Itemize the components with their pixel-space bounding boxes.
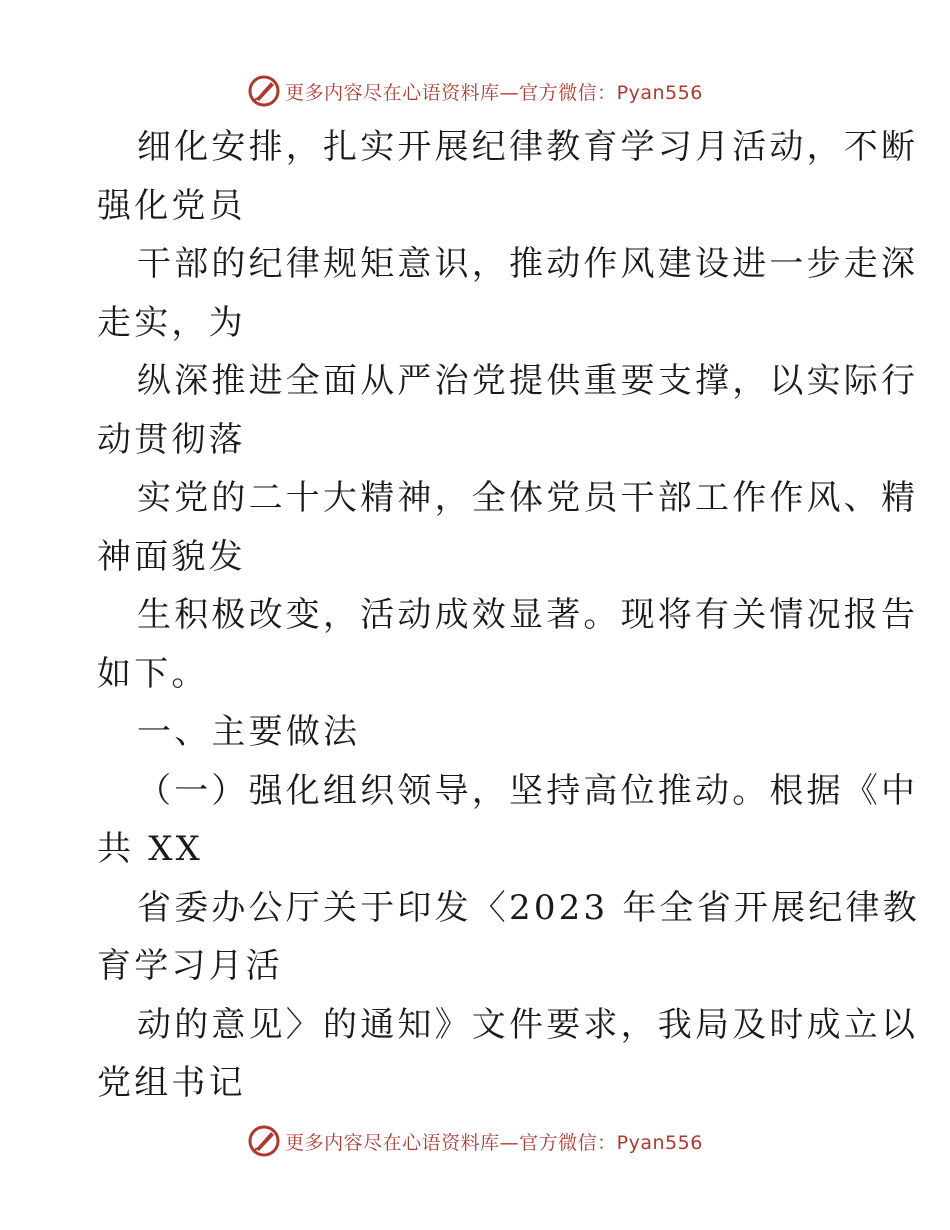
- text-line: （一）强化组织领导，坚持高位推动。根据《中: [137, 770, 919, 811]
- text-line: 如下。: [97, 653, 209, 694]
- text-line: 强化党员: [97, 185, 246, 226]
- watermark-text: 更多内容尽在心语资料库—官方微信：Pyan556: [285, 81, 703, 104]
- text-line: 走实，为: [97, 302, 246, 343]
- text-line: 神面貌发: [97, 536, 246, 577]
- text-line: 育学习月活: [97, 946, 283, 986]
- text-line: 纵深推进全面从严治党提供重要支撑，以实际行: [137, 361, 919, 401]
- quill-logo-icon: [247, 1124, 281, 1158]
- watermark-footer: [0, 1121, 950, 1161]
- text-line: 省委办公厅关于印发〈2023 年全省开展纪律教: [137, 887, 920, 928]
- watermark-header: [0, 71, 950, 111]
- text-line: 动的意见〉的通知》文件要求，我局及时成立以: [137, 1004, 919, 1045]
- section-heading: 一、主要做法: [137, 712, 361, 752]
- text-line: 细化安排，扎实开展纪律教育学习月活动，不断: [137, 127, 919, 167]
- text-line: 干部的纪律规矩意识，推动作风建设进一步走深: [137, 244, 919, 284]
- document-body: [97, 118, 920, 1113]
- text-line: 共 XX: [97, 829, 204, 869]
- text-line: 党组书记: [97, 1063, 246, 1103]
- watermark-text: 更多内容尽在心语资料库—官方微信：Pyan556: [285, 1131, 703, 1154]
- text-line: 动贯彻落: [97, 419, 246, 460]
- quill-logo-icon: [247, 74, 281, 108]
- text-line: 生积极改变，活动成效显著。现将有关情况报告: [137, 595, 919, 635]
- text-line: 实党的二十大精神，全体党员干部工作作风、精: [137, 478, 919, 518]
